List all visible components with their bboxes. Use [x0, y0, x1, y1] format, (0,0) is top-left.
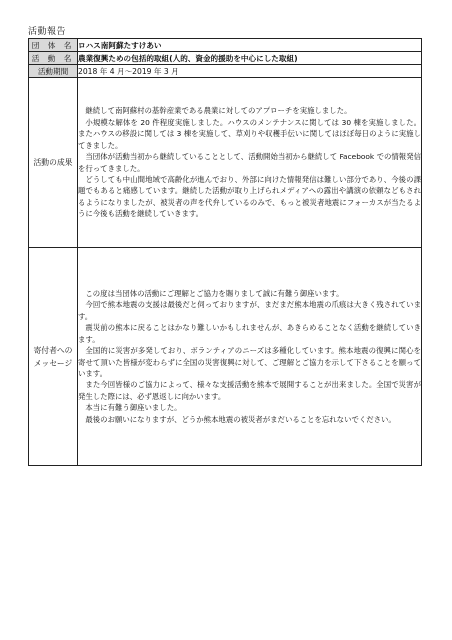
activity-report-table [28, 38, 422, 466]
message-label-line: メッセージ [33, 358, 73, 368]
activity-name-row [29, 52, 422, 65]
message-paragraph: 全国的に災害が多発しており、ボランティアのニーズは多種化しています。熊本地震の復興に関心を寄せて頂いた皆様が変わらずに全国の災害復興に対して、ご理解とご協力を示して下さることを願っています。 [78, 346, 421, 378]
message-label [29, 248, 78, 466]
results-paragraph: どうしても中山間地域で高齢化が進んでおり、外部に向けた情報発信は難しい部分であり、今後の課題でもあると痛感しています。継続した活動が取り上げられメディアへの露出や講演の依頼などもされるようになりましたが、被災者の声を代弁しているのみで、もっと被災者地震にフォーカスが当たるように今後も活動を継続していきます。 [78, 174, 421, 219]
results-paragraph: 小規模な解体を 20 件程度実施しました。ハウスのメンテナンスに関しては 30 棟を実施しました。またハウスの移設に関しては 3 棟を実施して、草刈りや収穫手伝いに関してはほぼ毎日のように実施してきました。 [78, 117, 421, 150]
message-row [29, 248, 422, 466]
group-name-label: 団 体 名 [29, 39, 78, 52]
results-paragraph: 継続して南阿蘇村の基幹産業である農業に対してのアプローチを実施しました。 [85, 106, 352, 116]
results-row [29, 78, 422, 248]
message-paragraph: 震災前の熊本に戻ることはかなり難しいかもしれませんが、あきらめることなく活動を継続していきます。 [78, 323, 421, 344]
group-name-value: ロハス南阿蘇たすけあい [78, 39, 422, 52]
activity-name-label: 活 動 名 [29, 52, 78, 65]
period-row [29, 65, 422, 78]
message-paragraph: また今回皆様のご協力によって、様々な支援活動を熊本で展開することが出来ました。全国で災害が発生した際には、必ず恩返しに向かいます。 [78, 380, 421, 401]
page-heading: 活動報告 [28, 27, 67, 37]
period-label: 活動期間 [29, 65, 78, 78]
message-paragraph: この度は当団体の活動にご理解とご協力を賜りまして誠に有難う御座います。 [85, 289, 344, 299]
message-body [78, 248, 422, 466]
message-label-line: 寄付者への [33, 345, 73, 355]
group-name-row [29, 39, 422, 52]
period-value: 2018 年 4 月～2019 年 3 月 [78, 65, 422, 78]
results-label: 活動の成果 [29, 78, 78, 248]
message-paragraph: 最後のお願いになりますが、どうか熊本地震の被災者がまだいることを忘れないでください。 [85, 414, 396, 424]
message-paragraph: 今回で熊本地震の支援は最後だと伺っておりますが、まだまだ熊本地震の爪痕は大きく残されています。 [78, 300, 421, 321]
results-body [78, 78, 422, 248]
results-paragraph: 当団体が活動当初から継続していることとして、活動開始当初から継続して Facebook での情報発信を行ってきました。 [78, 152, 421, 173]
activity-name-value: 農業復興ための包括的取組(人的、資金的援助を中心にした取組) [78, 52, 422, 65]
message-paragraph: 本当に有難う御座いました。 [85, 403, 182, 413]
